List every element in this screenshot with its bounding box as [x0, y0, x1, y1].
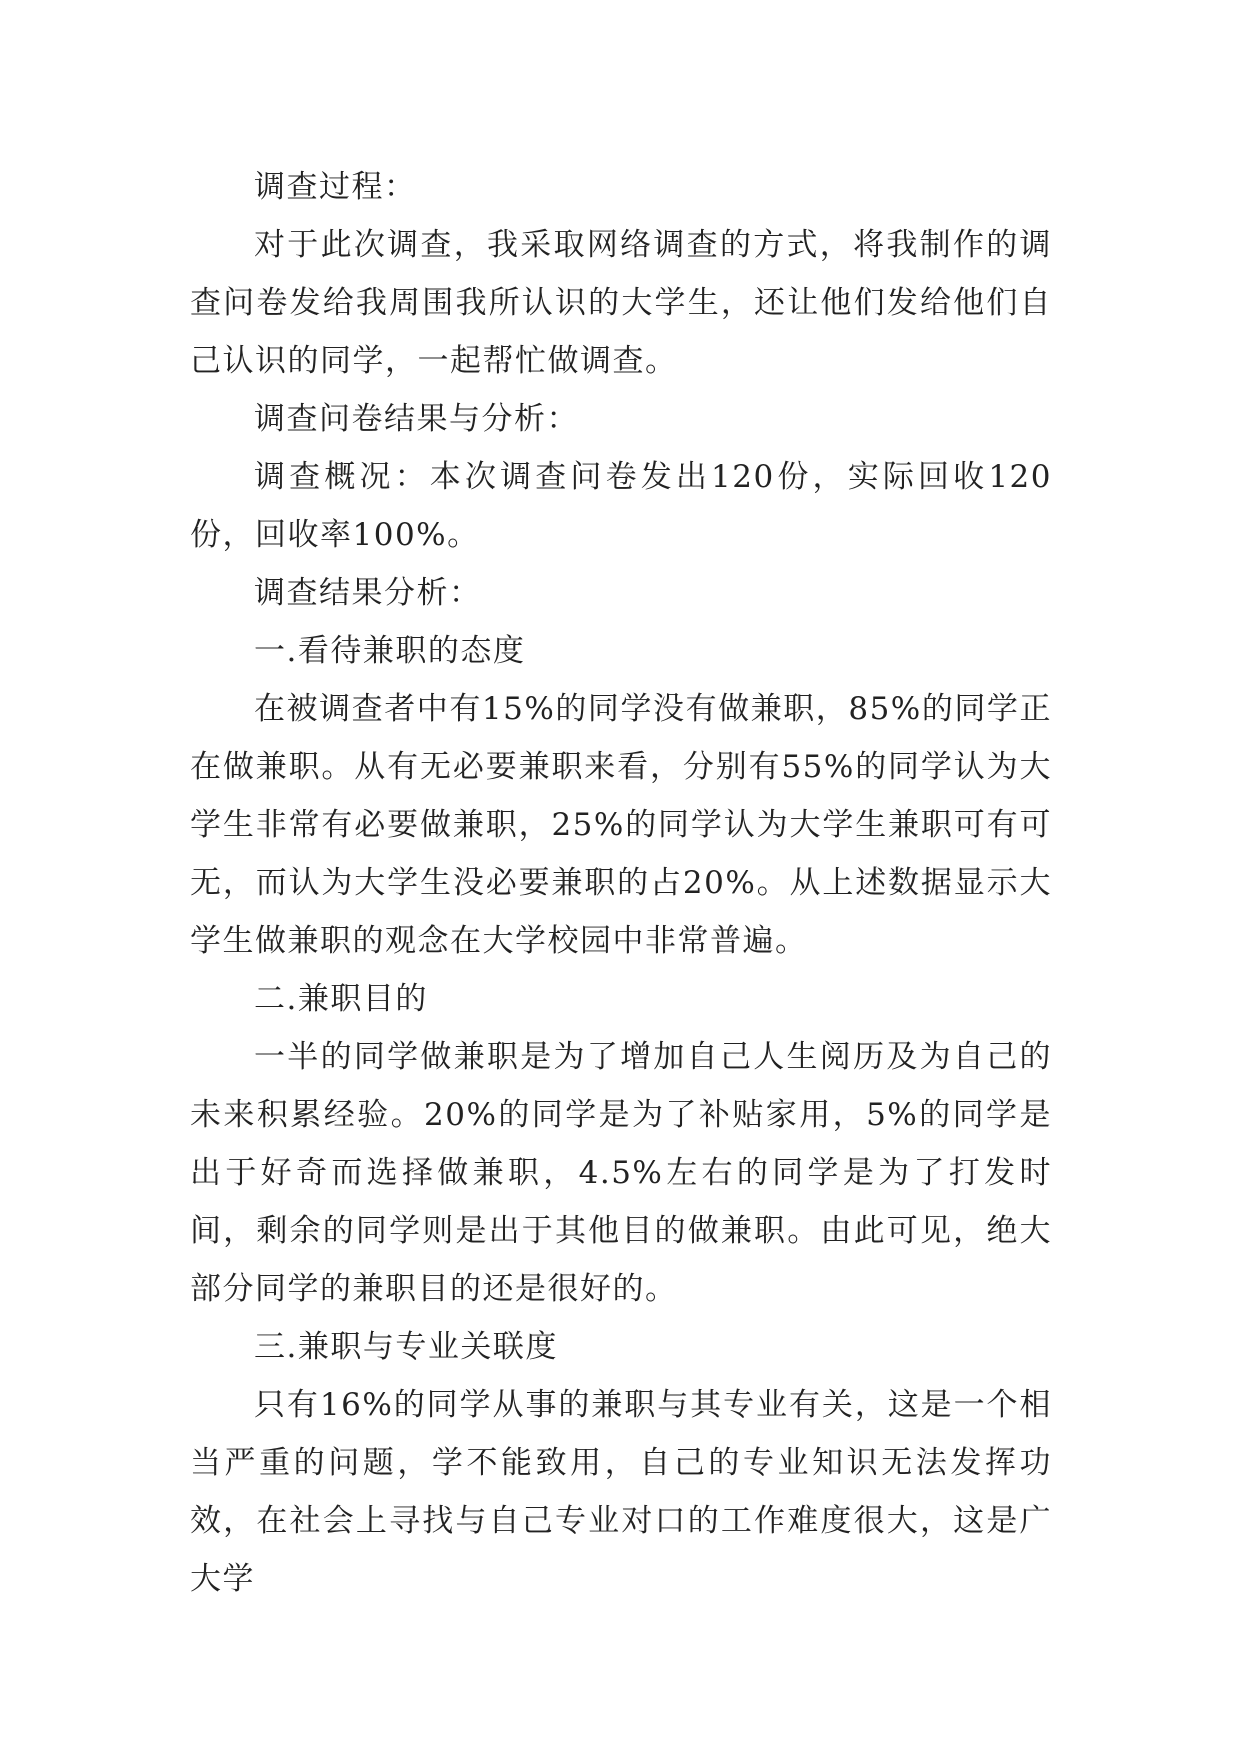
- heading-result-analysis: 调查结果分析：: [254, 575, 482, 611]
- document-body: [190, 158, 1052, 1608]
- paragraph-survey-method: 对于此次调查，我采取网络调查的方式，将我制作的调查问卷发给我周围我所认识的大学生，还让他们发给他们自己认识的同学，一起帮忙做调查。: [190, 227, 1052, 379]
- paragraph-attitude: 在被调查者中有15%的同学没有做兼职，85%的同学正在做兼职。从有无必要兼职来看，分别有55%的同学认为大学生非常有必要做兼职，25%的同学认为大学生兼职可有可无，而认为大学生没必要兼职的占20%。从上述数据显示大学生做兼职的观念在大学校园中非常普遍。: [190, 691, 1052, 959]
- heading-results-analysis: 调查问卷结果与分析：: [254, 401, 579, 437]
- paragraph-survey-overview: 调查概况：本次调查问卷发出120份，实际回收120份，回收率100%。: [190, 459, 1052, 553]
- section-heading-major-relevance: 三.兼职与专业关联度: [254, 1329, 558, 1365]
- section-heading-purpose: 二.兼职目的: [254, 981, 428, 1017]
- paragraph-purpose: 一半的同学做兼职是为了增加自己人生阅历及为自己的未来积累经验。20%的同学是为了补贴家用，5%的同学是出于好奇而选择做兼职，4.5%左右的同学是为了打发时间，剩余的同学则是出于其他目的做兼职。由此可见，绝大部分同学的兼职目的还是很好的。: [190, 1039, 1052, 1307]
- paragraph-major-relevance: 只有16%的同学从事的兼职与其专业有关，这是一个相当严重的问题，学不能致用，自己的专业知识无法发挥功效，在社会上寻找与自己专业对口的工作难度很大，这是广大学: [190, 1387, 1052, 1597]
- heading-survey-process: 调查过程：: [254, 169, 417, 205]
- section-heading-attitude: 一.看待兼职的态度: [254, 633, 526, 669]
